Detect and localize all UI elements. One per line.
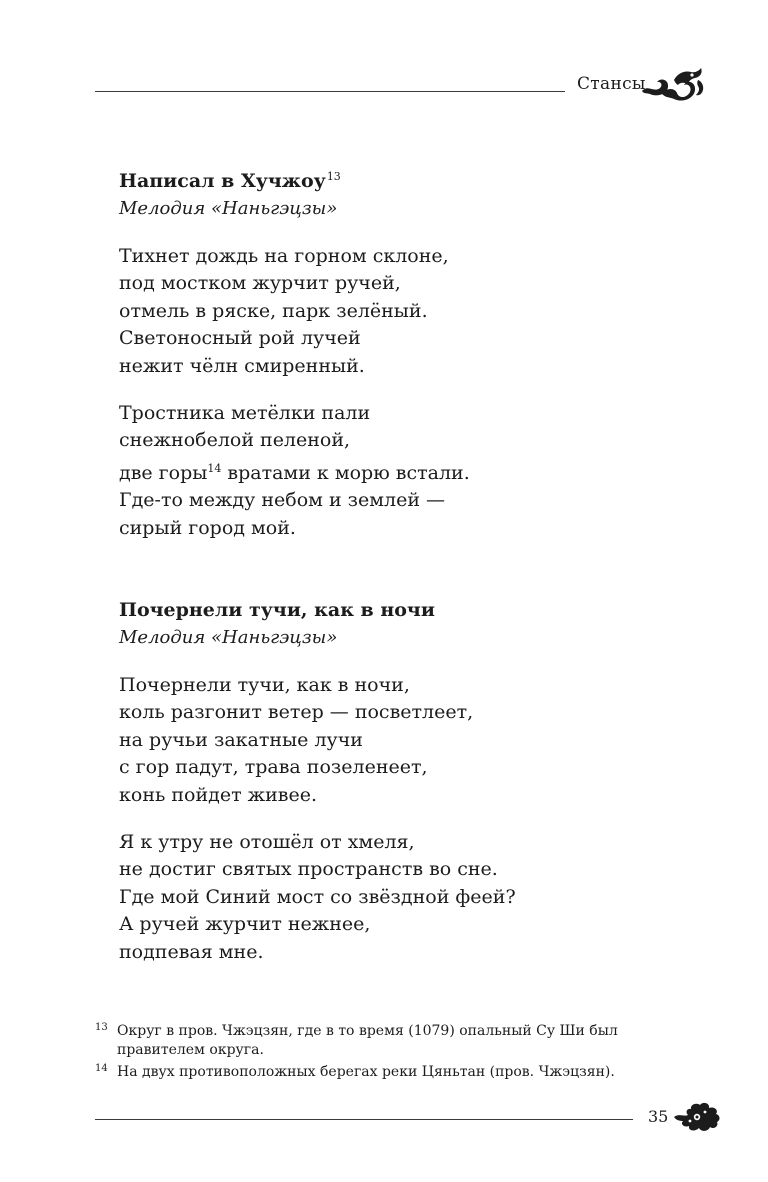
verse-line: под мостком журчит ручей, <box>119 272 401 295</box>
poem-1 <box>119 163 679 542</box>
footer-rule <box>95 1119 633 1120</box>
cloud-ornament-icon <box>672 1100 722 1134</box>
stanza <box>119 829 679 966</box>
header-rule <box>95 91 565 92</box>
poem-title: Написал в Хучжоу$^{13}$ <box>119 170 341 192</box>
verse-line: конь пойдет живее. <box>119 783 317 806</box>
stanza <box>119 243 679 380</box>
running-title: Стансы <box>577 74 646 94</box>
footnote-13 <box>95 1022 675 1060</box>
verse-line: нежит чёлн смиренный. <box>119 354 365 377</box>
verse-line: с гор падут, трава позеленеет, <box>119 756 428 779</box>
dragon-ornament-icon <box>640 66 706 104</box>
footnote-number: 14 <box>95 1063 108 1074</box>
verse-line: подпевая мне. <box>119 940 264 963</box>
verse-line: две горы$^{14}$ вратами к морю встали. <box>119 461 470 484</box>
poem-melody: Мелодия «Наньгэцзы» <box>119 627 338 648</box>
verse-line: коль разгонит ветер — посветлеет, <box>119 701 474 724</box>
footnote-14 <box>95 1063 675 1082</box>
verse-line: снежнобелой пеленой, <box>119 429 351 452</box>
verse-line: Я к утру не отошёл от хмеля, <box>119 831 415 854</box>
footnote-ref-14[interactable]: 14 <box>207 461 222 475</box>
footnote-ref-13[interactable]: 13 <box>326 170 341 183</box>
footnote-text: Округ в пров. Чжэцзян, где в то время (1079) опальный Су Ши был правителем округа. <box>117 1023 618 1058</box>
footnote-text: На двух противоположных берегах реки Цяньтан (пров. Чжэцзян). <box>117 1064 615 1080</box>
verse-line: на ручьи закатные лучи <box>119 728 363 751</box>
stanza <box>119 672 679 809</box>
verse-line: Где-то между небом и землей — <box>119 489 446 512</box>
footnotes <box>95 1022 675 1085</box>
verse-line: отмель в ряске, парк зелёный. <box>119 299 428 322</box>
poem-title: Почернели тучи, как в ночи <box>119 599 435 621</box>
stanza <box>119 400 679 542</box>
verse-line: Почернели тучи, как в ночи, <box>119 674 410 696</box>
page-number: 35 <box>648 1107 669 1126</box>
verse-line: Тихнет дождь на горном склоне, <box>119 245 449 267</box>
verse-line: Тростника метёлки пали <box>119 402 371 425</box>
footnote-number: 13 <box>95 1022 108 1033</box>
poem-melody: Мелодия «Наньгэцзы» <box>119 198 338 219</box>
verse-line: А ручей журчит нежнее, <box>119 913 371 936</box>
poem-2 <box>119 596 679 966</box>
verse-line: Где мой Синий мост со звёздной феей? <box>119 885 516 908</box>
verse-line: Светоносный рой лучей <box>119 327 361 350</box>
verse-line: сирый город мой. <box>119 516 296 539</box>
verse-line: не достиг святых пространств во сне. <box>119 858 498 881</box>
